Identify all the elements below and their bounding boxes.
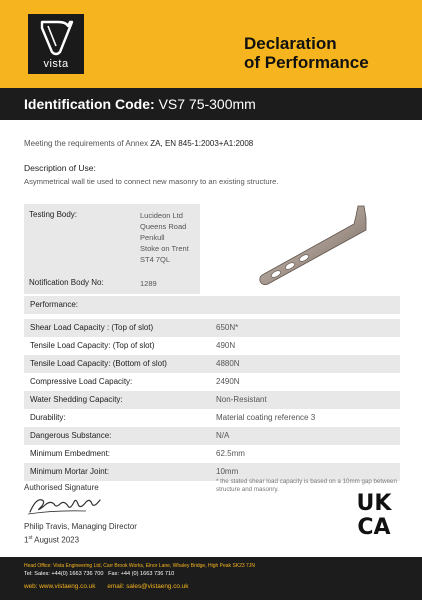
row-label: Tensile Load Capacity: (Top of slot)	[30, 341, 155, 350]
table-row	[24, 337, 400, 355]
row-label: Tensile Load Capacity: (Bottom of slot)	[30, 359, 167, 368]
title-line-2: of Performance	[244, 53, 369, 72]
header-band	[0, 0, 422, 88]
ukca-line-1: UK	[356, 491, 392, 516]
row-label: Dangerous Substance:	[30, 431, 112, 440]
identification-text	[24, 96, 256, 112]
row-label: Water Shedding Capacity:	[30, 395, 123, 404]
performance-heading: Performance:	[30, 300, 79, 309]
description-heading: Description of Use:	[24, 163, 96, 173]
footnote: * the stated shear load capacity is based on a 10mm gap between structure and masonry.	[216, 478, 397, 493]
authorised-signature-heading: Authorised Signature	[24, 483, 99, 492]
address-line: Lucideon Ltd	[140, 211, 183, 220]
notification-body-number: 1289	[140, 279, 157, 288]
row-label: Durability:	[30, 413, 66, 422]
table-row	[24, 373, 400, 391]
footer-contact	[24, 571, 174, 577]
ukca-line-2: CA	[357, 515, 391, 537]
footer-tel: Tel: Sales: +44(0) 1663 736 700	[24, 571, 104, 577]
row-value: 2490N	[216, 377, 240, 386]
address-line: Penkull	[140, 233, 165, 242]
row-value: 4880N	[216, 359, 240, 368]
row-label: Minimum Mortar Joint:	[30, 467, 110, 476]
date-suffix: st	[28, 535, 33, 541]
testing-body-label: Testing Body:	[29, 210, 78, 219]
footer-links	[24, 583, 189, 590]
row-value: 10mm	[216, 467, 239, 476]
table-row	[24, 427, 400, 445]
vista-logo-icon	[36, 18, 76, 58]
row-value: 62.5mm	[216, 449, 245, 458]
signature-date	[24, 535, 79, 545]
row-label: Minimum Embedment:	[30, 449, 111, 458]
footer-band	[0, 557, 422, 600]
address-line: ST4 7QL	[140, 255, 171, 264]
row-label: Shear Load Capacity : (Top of slot)	[30, 323, 154, 332]
table-row	[24, 409, 400, 427]
footer-address: Head Office: Vista Engineering Ltd, Carr Brook Works, Elnor Lane, Whaley Bridge, High Peak SK23 7JN	[24, 563, 255, 569]
description-text: Asymmetrical wall tie used to connect new masonry to an existing structure.	[24, 177, 279, 186]
footer-email-link[interactable]: email: sales@vistaeng.co.uk	[107, 583, 189, 590]
testing-body-address	[140, 210, 189, 265]
meeting-requirements	[24, 139, 253, 148]
ukca-mark-icon	[350, 489, 398, 537]
testing-body-panel	[24, 204, 200, 294]
performance-heading-bar	[24, 296, 400, 314]
address-line: Queens Road	[140, 222, 187, 231]
document-title	[244, 34, 369, 72]
logo-text: vista	[43, 58, 69, 70]
row-value: 490N	[216, 341, 236, 350]
date-day: 1	[24, 535, 29, 545]
row-value: Material coating reference 3	[216, 413, 316, 422]
meeting-standard: ZA, EN 845-1:2003+A1:2008	[150, 139, 254, 148]
footer-fax: Fax: +44 (0) 1663 736 710	[108, 571, 175, 577]
identification-bar	[0, 88, 422, 120]
row-value: N/A	[216, 431, 230, 440]
row-value: Non-Resistant	[216, 395, 267, 404]
title-line-1: Declaration	[244, 34, 337, 53]
footer-web-link[interactable]: web: www.vistaeng.co.uk	[24, 583, 96, 590]
table-row	[24, 355, 400, 373]
wall-tie-image	[254, 204, 374, 288]
row-label: Compressive Load Capacity:	[30, 377, 133, 386]
table-row	[24, 319, 400, 337]
table-row	[24, 391, 400, 409]
date-rest: August 2023	[32, 535, 80, 545]
meeting-prefix: Meeting the requirements of Annex	[24, 139, 151, 148]
row-value: 650N*	[216, 323, 239, 332]
table-row	[24, 445, 400, 463]
vista-logo	[28, 14, 84, 74]
identification-code: VS7 75-300mm	[158, 96, 256, 112]
identification-label: Identification Code:	[24, 96, 155, 112]
notification-body-label: Notification Body No:	[29, 278, 104, 287]
address-line: Stoke on Trent	[140, 244, 189, 253]
performance-table	[24, 319, 400, 481]
handwritten-signature	[26, 492, 106, 518]
signatory-name: Philip Travis, Managing Director	[24, 522, 137, 531]
